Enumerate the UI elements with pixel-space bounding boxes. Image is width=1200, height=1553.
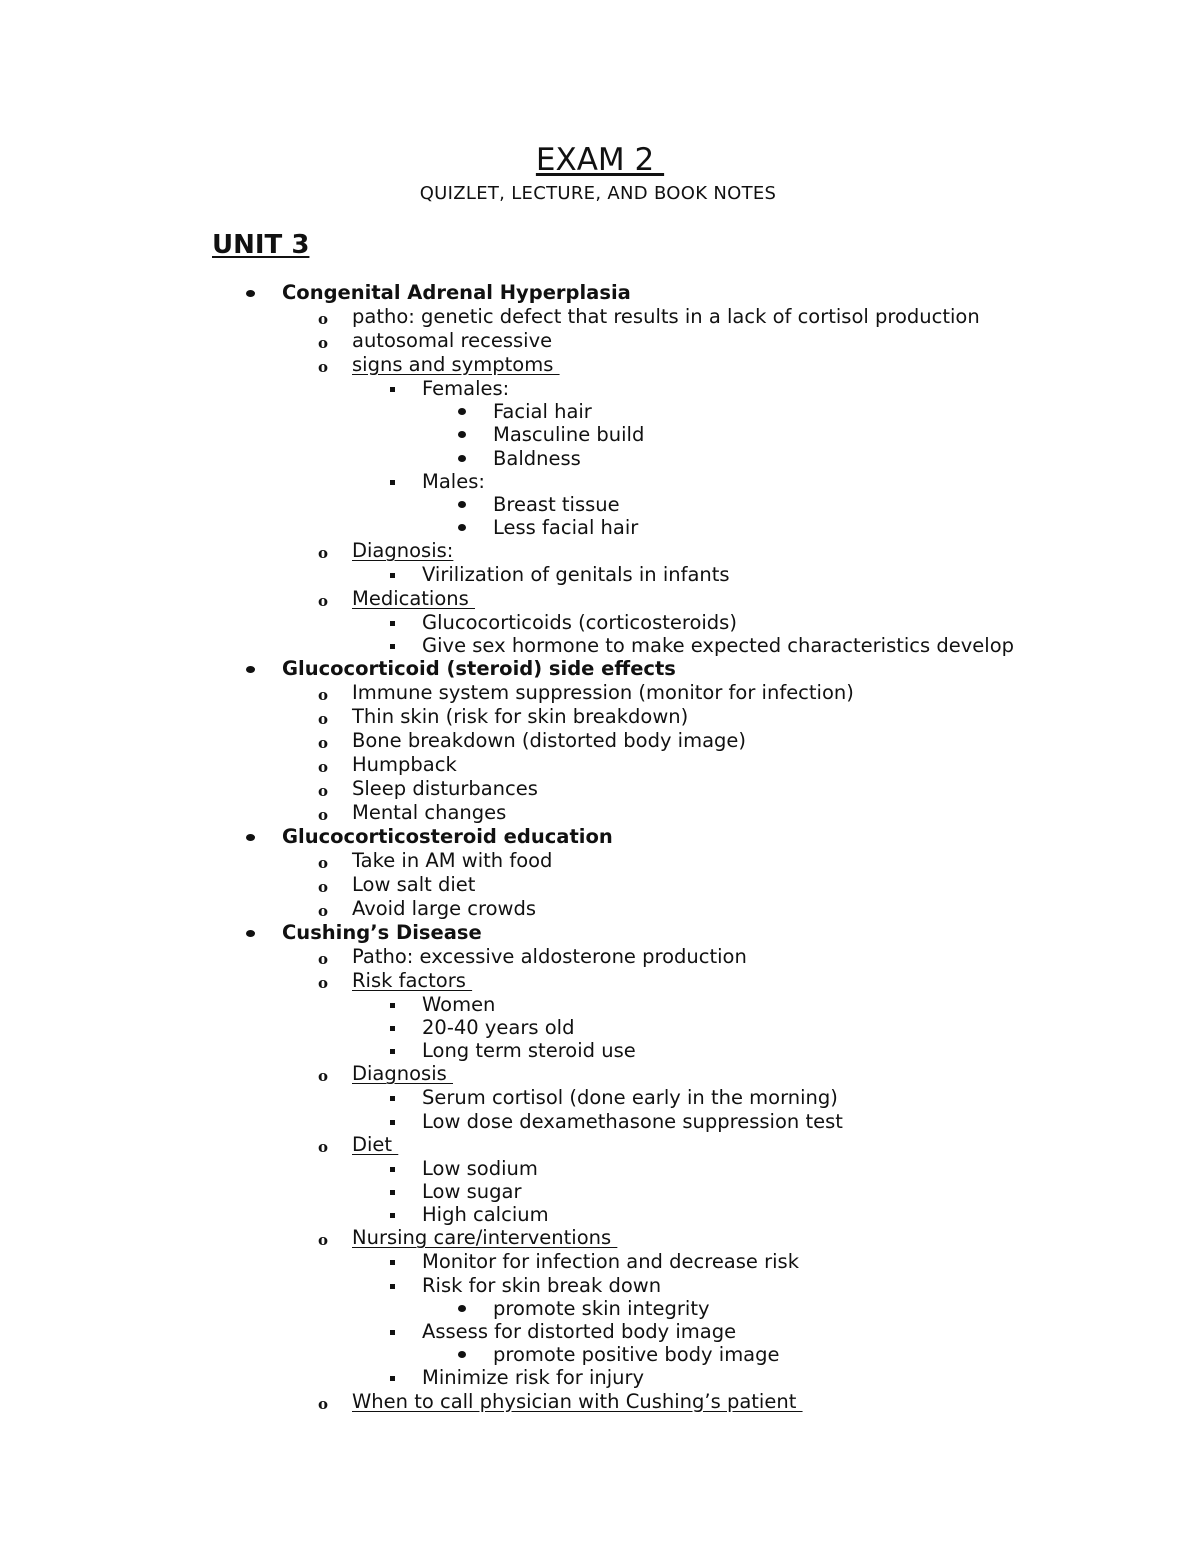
notes-outline xyxy=(0,281,1200,1414)
outline-item-level-3 xyxy=(0,423,1200,446)
square-bullet-icon xyxy=(390,480,395,485)
outline-item-level-1 xyxy=(0,801,1200,825)
outline-item-level-2 xyxy=(0,377,1200,400)
outline-item-level-2 xyxy=(0,1157,1200,1180)
outline-item-level-1 xyxy=(0,897,1200,921)
outline-item-text: Thin skin (risk for skin breakdown) xyxy=(352,704,689,728)
outline-item-level-1 xyxy=(0,1062,1200,1086)
square-bullet-icon xyxy=(390,1376,395,1381)
outline-item-level-2 xyxy=(0,634,1200,657)
outline-item-text: Breast tissue xyxy=(493,492,620,516)
outline-item-level-1 xyxy=(0,849,1200,873)
outline-item-level-1 xyxy=(0,969,1200,993)
outline-item-text: signs and symptoms xyxy=(352,353,560,376)
outline-item-text: Females: xyxy=(422,377,510,400)
outline-item-text: Males: xyxy=(422,469,485,493)
circle-marker-icon: o xyxy=(318,973,329,992)
outline-item-level-2 xyxy=(0,993,1200,1016)
outline-item-text: Risk factors xyxy=(352,968,473,992)
outline-item-text: Women xyxy=(422,992,496,1016)
bullet-icon xyxy=(246,666,255,673)
bullet-icon xyxy=(458,431,466,438)
outline-item-text: Avoid large crowds xyxy=(352,896,537,920)
circle-marker-icon: o xyxy=(318,1067,329,1086)
square-bullet-icon xyxy=(390,1260,395,1265)
circle-marker-icon: o xyxy=(318,853,329,872)
outline-item-level-3 xyxy=(0,1297,1200,1320)
bullet-icon xyxy=(458,501,466,508)
circle-marker-icon: o xyxy=(318,1137,329,1156)
square-bullet-icon xyxy=(390,1049,395,1054)
document-subtitle: QUIZLET, LECTURE, AND BOOK NOTES xyxy=(419,183,777,204)
outline-item-text: Low sodium xyxy=(422,1156,538,1180)
bullet-icon xyxy=(458,1351,466,1358)
square-bullet-icon xyxy=(390,573,395,578)
bullet-icon xyxy=(458,524,466,531)
outline-item-text: Serum cortisol (done early in the morning) xyxy=(422,1086,838,1110)
outline-item-text: Medications xyxy=(352,586,475,610)
circle-marker-icon: o xyxy=(318,949,329,968)
outline-item-text: Cushing’s Disease xyxy=(282,920,482,944)
outline-item-text: Less facial hair xyxy=(493,516,639,540)
outline-item-level-1 xyxy=(0,753,1200,777)
circle-marker-icon: o xyxy=(318,1394,329,1413)
bullet-icon xyxy=(458,408,466,415)
outline-item-level-1 xyxy=(0,777,1200,801)
square-bullet-icon xyxy=(390,1330,395,1335)
outline-item-level-1 xyxy=(0,587,1200,611)
outline-item-text: Take in AM with food xyxy=(352,848,553,872)
outline-item-text: Glucocorticosteroid education xyxy=(282,824,613,848)
outline-item-text: Low sugar xyxy=(422,1180,522,1203)
outline-item-level-1 xyxy=(0,353,1200,377)
outline-item-text: Baldness xyxy=(493,446,581,470)
circle-marker-icon: o xyxy=(318,1231,329,1250)
outline-item-text: Humpback xyxy=(352,752,457,776)
circle-marker-icon: o xyxy=(318,334,329,352)
outline-item-level-2 xyxy=(0,611,1200,634)
outline-item-level-3 xyxy=(0,516,1200,539)
square-bullet-icon xyxy=(390,1120,395,1125)
outline-item-text: High calcium xyxy=(422,1203,549,1227)
outline-item-level-2 xyxy=(0,1039,1200,1062)
outline-item-level-1 xyxy=(0,729,1200,753)
document-title: EXAM 2 xyxy=(535,142,665,178)
circle-marker-icon: o xyxy=(318,591,329,610)
outline-item-text: Facial hair xyxy=(493,400,592,424)
square-bullet-icon xyxy=(390,1167,395,1172)
square-bullet-icon xyxy=(390,387,395,392)
outline-item-level-0 xyxy=(0,921,1200,945)
outline-item-level-2 xyxy=(0,1203,1200,1226)
outline-item-level-0 xyxy=(0,281,1200,305)
circle-marker-icon: o xyxy=(318,781,329,800)
outline-item-text: Diagnosis: xyxy=(352,539,454,563)
outline-item-level-2 xyxy=(0,1110,1200,1133)
bullet-icon xyxy=(458,455,466,462)
outline-item-level-2 xyxy=(0,1366,1200,1389)
outline-item-level-1 xyxy=(0,1133,1200,1157)
square-bullet-icon xyxy=(390,1213,395,1218)
outline-item-level-1 xyxy=(0,705,1200,729)
bullet-icon xyxy=(458,1305,466,1312)
outline-item-text: Masculine build xyxy=(493,423,645,447)
outline-item-level-3 xyxy=(0,1343,1200,1366)
outline-item-text: Long term steroid use xyxy=(422,1039,636,1063)
outline-item-text: Low salt diet xyxy=(352,872,476,896)
outline-item-text: Minimize risk for injury xyxy=(422,1366,645,1390)
outline-item-text: Diet xyxy=(352,1132,399,1156)
outline-item-level-2 xyxy=(0,1274,1200,1297)
circle-marker-icon: o xyxy=(318,358,329,376)
outline-item-level-2 xyxy=(0,1180,1200,1203)
outline-item-text: Glucocorticoids (corticosteroids) xyxy=(422,610,737,634)
outline-item-level-1 xyxy=(0,1226,1200,1250)
outline-item-level-0 xyxy=(0,657,1200,681)
outline-item-level-3 xyxy=(0,400,1200,423)
bullet-icon xyxy=(246,290,255,297)
square-bullet-icon xyxy=(390,1026,395,1031)
outline-item-level-0 xyxy=(0,825,1200,849)
circle-marker-icon: o xyxy=(318,757,329,776)
outline-item-text: Assess for distorted body image xyxy=(422,1319,737,1343)
outline-item-text: promote positive body image xyxy=(493,1343,780,1367)
square-bullet-icon xyxy=(390,1096,395,1101)
outline-item-text: promote skin integrity xyxy=(493,1296,710,1320)
square-bullet-icon xyxy=(390,1003,395,1008)
circle-marker-icon: o xyxy=(318,310,329,328)
outline-item-level-1 xyxy=(0,1390,1200,1414)
outline-item-text: Congenital Adrenal Hyperplasia xyxy=(282,281,631,304)
circle-marker-icon: o xyxy=(318,877,329,896)
outline-item-text: Monitor for infection and decrease risk xyxy=(422,1250,800,1274)
outline-item-text: Nursing care/interventions xyxy=(352,1226,618,1250)
outline-item-level-1 xyxy=(0,305,1200,329)
outline-item-text: Virilization of genitals in infants xyxy=(422,563,730,587)
outline-item-text: Immune system suppression (monitor for infection) xyxy=(352,680,854,704)
circle-marker-icon: o xyxy=(318,709,329,728)
outline-item-level-2 xyxy=(0,1320,1200,1343)
outline-item-text: Glucocorticoid (steroid) side effects xyxy=(282,656,676,680)
outline-item-level-1 xyxy=(0,945,1200,969)
outline-item-level-2 xyxy=(0,1086,1200,1109)
circle-marker-icon: o xyxy=(318,685,329,704)
outline-item-level-2 xyxy=(0,563,1200,586)
outline-item-level-2 xyxy=(0,470,1200,493)
outline-item-text: Give sex hormone to make expected characteristics develop xyxy=(422,633,1015,657)
unit-heading: UNIT 3 xyxy=(212,230,310,260)
outline-item-text: 20-40 years old xyxy=(422,1016,575,1040)
outline-item-text: Diagnosis xyxy=(352,1062,453,1086)
bullet-icon xyxy=(246,834,255,841)
circle-marker-icon: o xyxy=(318,805,329,824)
outline-item-level-1 xyxy=(0,873,1200,897)
outline-item-text: autosomal recessive xyxy=(352,329,553,352)
outline-item-text: Patho: excessive aldosterone production xyxy=(352,944,747,968)
circle-marker-icon: o xyxy=(318,901,329,920)
outline-item-text: Bone breakdown (distorted body image) xyxy=(352,728,747,752)
outline-item-text: patho: genetic defect that results in a lack of cortisol production xyxy=(352,305,980,328)
outline-item-text: Sleep disturbances xyxy=(352,776,538,800)
circle-marker-icon: o xyxy=(318,544,329,563)
outline-item-text: When to call physician with Cushing’s patient xyxy=(352,1389,803,1413)
outline-item-text: Risk for skin break down xyxy=(422,1273,662,1297)
circle-marker-icon: o xyxy=(318,733,329,752)
outline-item-level-2 xyxy=(0,1250,1200,1273)
outline-item-text: Low dose dexamethasone suppression test xyxy=(422,1109,843,1133)
square-bullet-icon xyxy=(390,644,395,649)
outline-item-text: Mental changes xyxy=(352,800,507,824)
outline-item-level-1 xyxy=(0,539,1200,563)
square-bullet-icon xyxy=(390,1284,395,1289)
bullet-icon xyxy=(246,930,255,937)
outline-item-level-1 xyxy=(0,681,1200,705)
outline-item-level-2 xyxy=(0,1016,1200,1039)
outline-item-level-3 xyxy=(0,447,1200,470)
square-bullet-icon xyxy=(390,621,395,626)
outline-item-level-3 xyxy=(0,493,1200,516)
outline-item-level-1 xyxy=(0,329,1200,353)
square-bullet-icon xyxy=(390,1190,395,1195)
